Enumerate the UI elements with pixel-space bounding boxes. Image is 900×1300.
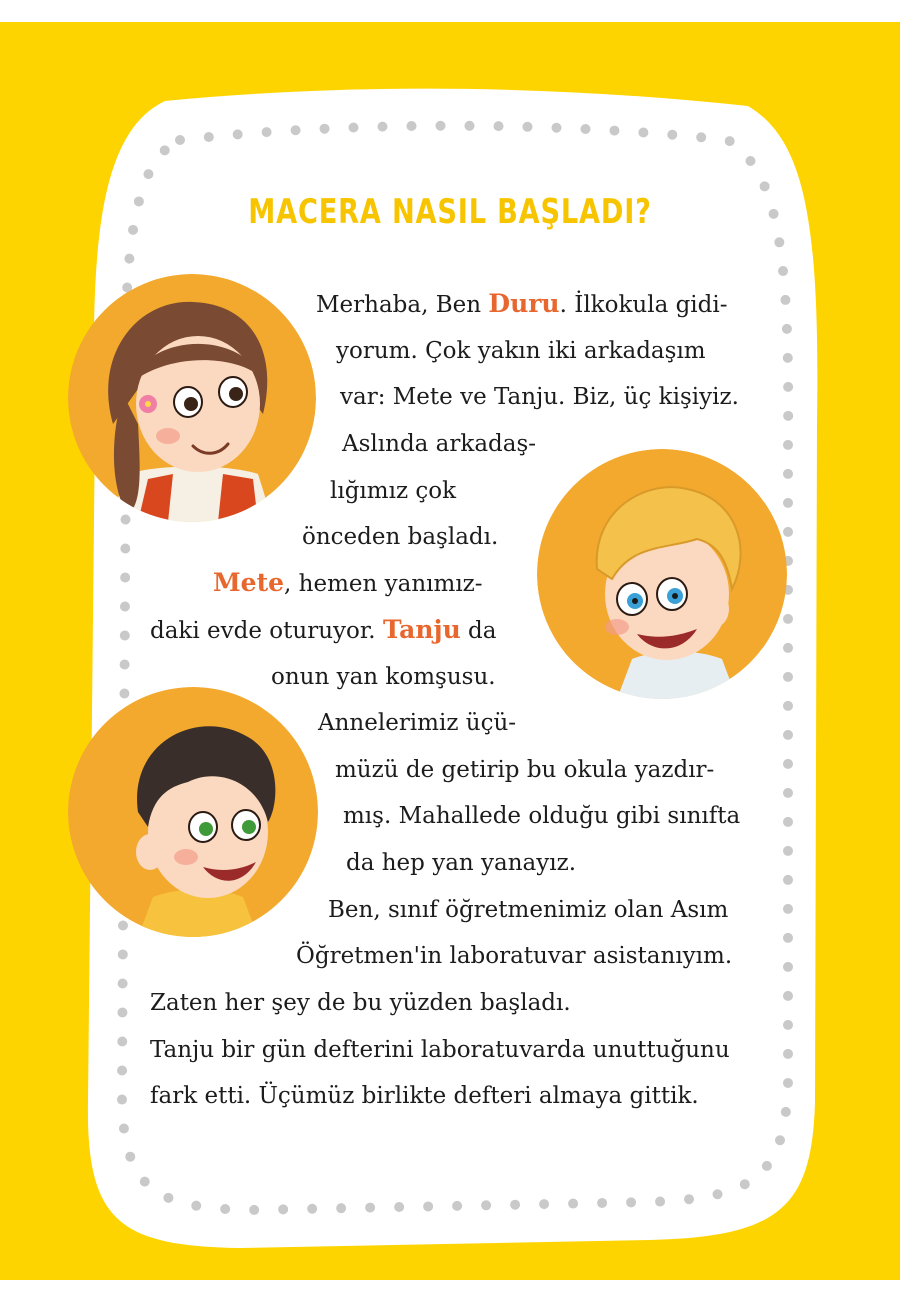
- story-line: da hep yan yanayız.: [346, 850, 577, 876]
- story-line: önceden başladı.: [302, 524, 499, 550]
- story-line: Annelerimiz üçü-: [318, 710, 517, 736]
- story-line: Zaten her şey de bu yüzden başladı.: [150, 990, 571, 1016]
- story-line: Öğretmen'in laboratuvar asistanıyım.: [296, 943, 733, 969]
- boy-portrait-blond-hair-icon: [537, 449, 787, 699]
- story-line: Mete, hemen yanımız-: [213, 568, 483, 597]
- story-line: lığımız çok: [330, 478, 457, 504]
- story-line: Merhaba, Ben Duru. İlkokula gidi-: [316, 289, 728, 318]
- story-line: Ben, sınıf öğretmenimiz olan Asım: [328, 897, 729, 923]
- mete-portrait: [68, 687, 318, 937]
- story-line: var: Mete ve Tanju. Biz, üç kişiyiz.: [340, 384, 739, 410]
- tanju-name: Tanju: [382, 615, 461, 644]
- page-title: MACERA NASIL BAŞLADI?: [248, 192, 652, 232]
- story-line: müzü de getirip bu okula yazdır-: [335, 757, 715, 783]
- duru-name: Duru: [488, 289, 560, 318]
- story-line: daki evde oturuyor. Tanju da: [150, 615, 497, 644]
- story-line: mış. Mahallede olduğu gibi sınıfta: [343, 803, 741, 829]
- story-line: Aslında arkadaş-: [342, 431, 537, 457]
- page-background: [0, 22, 900, 1280]
- story-line: Tanju bir gün defterini laboratuvarda unuttuğunu: [150, 1037, 730, 1063]
- story-line: fark etti. Üçümüz birlikte defteri almaya gittik.: [150, 1083, 699, 1109]
- story-line: yorum. Çok yakın iki arkadaşım: [336, 338, 706, 364]
- tanju-portrait: [537, 449, 787, 699]
- mete-name: Mete: [213, 568, 285, 597]
- story-line: onun yan komşusu.: [271, 664, 496, 690]
- duru-portrait: [68, 274, 316, 522]
- boy-portrait-dark-hair-icon: [68, 687, 318, 937]
- girl-portrait-icon: [68, 274, 316, 522]
